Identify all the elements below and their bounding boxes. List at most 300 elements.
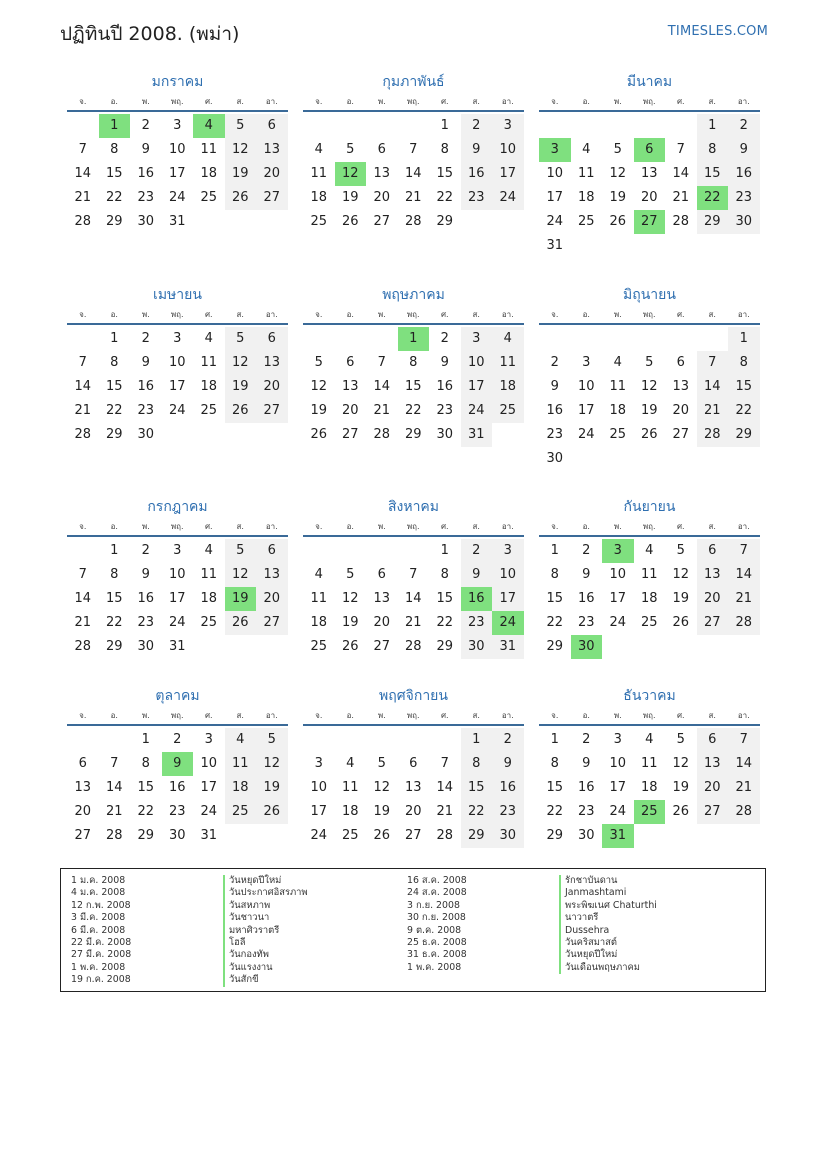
day-cell: 23 — [728, 186, 760, 210]
day-cell: 13 — [672, 379, 690, 394]
empty-day-cell — [634, 327, 666, 351]
day-cell: 29 — [546, 828, 564, 843]
day-cell: 12 — [310, 379, 328, 394]
week-row — [539, 234, 760, 258]
weekday-label: จ. — [315, 310, 323, 319]
day-cell: 14 — [373, 379, 391, 394]
day-cell: 11 — [310, 591, 328, 606]
week-row — [303, 399, 524, 423]
weekday-label: อา. — [501, 522, 514, 531]
empty-day-cell — [697, 327, 729, 351]
day-cell: 24 — [609, 804, 627, 819]
week-row — [539, 776, 760, 800]
day-cell: 25 — [200, 403, 218, 418]
day-cell: 23 — [492, 800, 524, 824]
holiday-name: วันหยุดปีใหม่ — [223, 875, 308, 887]
day-cell: 31 — [200, 828, 218, 843]
day-cell: 1 — [550, 543, 559, 558]
day-cell: 17 — [200, 780, 218, 795]
week-row — [67, 375, 288, 399]
empty-day-cell — [602, 635, 634, 659]
day-cell: 7 — [110, 756, 119, 771]
holiday-dates-col-2 — [407, 875, 467, 974]
empty-day-cell — [366, 728, 398, 752]
day-cell: 21 — [404, 615, 422, 630]
month-name: กันยายน — [623, 499, 676, 515]
day-cell: 11 — [200, 567, 218, 582]
weekday-label: อา. — [737, 310, 750, 319]
weekday-label: อ. — [110, 522, 118, 531]
weekday-label: ส. — [708, 310, 716, 319]
day-cell: 27 — [373, 639, 391, 654]
weekday-header — [539, 521, 760, 537]
holiday-date: 1 ม.ค. 2008 — [71, 875, 126, 886]
week-row — [303, 635, 524, 659]
weekday-label: อ. — [110, 97, 118, 106]
day-cell: 7 — [440, 756, 449, 771]
day-cell: 15 — [728, 375, 760, 399]
day-cell: 20 — [256, 375, 288, 399]
week-row — [303, 728, 524, 752]
day-cell: 15 — [697, 162, 729, 186]
day-cell: 26 — [672, 804, 690, 819]
day-cell: 30 — [436, 427, 454, 442]
day-cell: 22 — [697, 186, 729, 210]
day-cell: 27 — [341, 427, 359, 442]
day-cell: 8 — [110, 355, 119, 370]
weekday-label: ศ. — [676, 310, 685, 319]
week-row — [67, 539, 288, 563]
weekday-label: พฤ. — [642, 522, 656, 531]
empty-day-cell — [256, 824, 288, 848]
day-cell: 28 — [373, 427, 391, 442]
empty-day-cell — [697, 635, 729, 659]
holiday-date: 31 ธ.ค. 2008 — [407, 949, 467, 961]
month-name: มิถุนายน — [623, 287, 676, 303]
month-block — [303, 495, 524, 659]
empty-day-cell — [665, 327, 697, 351]
empty-day-cell — [665, 447, 697, 471]
day-cell: 7 — [676, 142, 685, 157]
empty-day-cell — [193, 210, 225, 234]
day-cell: 16 — [137, 166, 155, 181]
day-cell: 26 — [341, 639, 359, 654]
day-cell: 14 — [404, 166, 422, 181]
day-cell: 20 — [373, 615, 391, 630]
day-cell: 14 — [74, 591, 92, 606]
day-cell: 13 — [697, 563, 729, 587]
weekday-label: ส. — [236, 711, 244, 720]
day-cell: 17 — [168, 379, 186, 394]
empty-day-cell — [602, 234, 634, 258]
day-cell: 13 — [373, 166, 391, 181]
weekday-label: พ. — [377, 97, 386, 106]
day-cell: 21 — [697, 399, 729, 423]
weekday-label: อา. — [265, 310, 278, 319]
empty-day-cell — [728, 234, 760, 258]
day-cell: 17 — [310, 804, 328, 819]
day-cell: 8 — [110, 142, 119, 157]
day-cell: 10 — [492, 563, 524, 587]
weekday-label: พฤ. — [642, 97, 656, 106]
holiday-date: 30 ก.ย. 2008 — [407, 912, 466, 924]
empty-day-cell — [539, 114, 571, 138]
weekday-label: จ. — [79, 522, 87, 531]
month-block — [67, 684, 288, 848]
month-block — [539, 70, 760, 258]
day-cell: 28 — [74, 214, 92, 229]
weekday-label: อ. — [582, 711, 590, 720]
day-cell: 9 — [492, 752, 524, 776]
day-cell: 21 — [404, 190, 422, 205]
day-cell: 22 — [728, 399, 760, 423]
weekday-header — [539, 96, 760, 112]
day-cell: 31 — [168, 639, 186, 654]
holiday-name: วันชาวนา — [223, 912, 308, 924]
empty-day-cell — [398, 539, 430, 563]
day-cell: 19 — [225, 375, 257, 399]
weekday-label: อา. — [265, 711, 278, 720]
week-row — [539, 824, 760, 848]
weekday-label: ส. — [708, 97, 716, 106]
empty-day-cell — [303, 728, 335, 752]
weekday-label: อ. — [346, 522, 354, 531]
day-cell: 17 — [577, 403, 595, 418]
week-row — [539, 114, 760, 138]
day-cell: 6 — [78, 756, 87, 771]
day-cell: 9 — [141, 355, 150, 370]
day-cell: 17 — [461, 375, 493, 399]
month-block — [539, 684, 760, 848]
day-cell: 4 — [204, 331, 213, 346]
week-row — [67, 776, 288, 800]
week-row — [303, 611, 524, 635]
day-cell: 5 — [314, 355, 323, 370]
holiday-date: 25 ธ.ค. 2008 — [407, 937, 467, 949]
weekday-label: พ. — [141, 522, 150, 531]
day-cell: 4 — [582, 142, 591, 157]
day-cell: 25 — [341, 828, 359, 843]
day-cell: 15 — [137, 780, 155, 795]
day-cell: 29 — [105, 214, 123, 229]
day-cell: 13 — [373, 591, 391, 606]
empty-day-cell — [335, 539, 367, 563]
empty-day-cell — [461, 210, 493, 234]
day-cell: 25 — [640, 615, 658, 630]
day-cell: 14 — [728, 563, 760, 587]
day-cell: 4 — [346, 756, 355, 771]
day-cell: 4 — [225, 728, 257, 752]
day-cell: 17 — [168, 166, 186, 181]
day-cell: 26 — [256, 800, 288, 824]
day-cell: 23 — [168, 804, 186, 819]
week-row — [539, 399, 760, 423]
day-cell: 28 — [74, 639, 92, 654]
empty-day-cell — [602, 327, 634, 351]
week-row — [303, 423, 524, 447]
day-cell: 3 — [492, 114, 524, 138]
day-cell: 12 — [335, 162, 367, 186]
day-cell: 27 — [697, 800, 729, 824]
week-row — [303, 539, 524, 563]
day-cell: 21 — [74, 190, 92, 205]
holiday-dates-col-1 — [71, 875, 131, 987]
day-cell: 4 — [314, 142, 323, 157]
day-cell: 2 — [582, 543, 591, 558]
day-cell: 20 — [74, 804, 92, 819]
day-cell: 10 — [546, 166, 564, 181]
day-cell: 22 — [546, 615, 564, 630]
week-row — [67, 752, 288, 776]
month-block — [303, 283, 524, 447]
day-cell: 12 — [609, 166, 627, 181]
day-cell: 31 — [492, 635, 524, 659]
day-cell: 10 — [310, 780, 328, 795]
day-cell: 10 — [577, 379, 595, 394]
day-cell: 3 — [461, 327, 493, 351]
day-cell: 12 — [373, 780, 391, 795]
holiday-name: วันประกาศอิสรภาพ — [223, 887, 308, 899]
day-cell: 29 — [404, 427, 422, 442]
brand-link[interactable]: TIMESLES.COM — [667, 24, 768, 39]
weekday-label: อา. — [737, 522, 750, 531]
day-cell: 21 — [74, 615, 92, 630]
weekday-label: พฤ. — [642, 711, 656, 720]
day-cell: 10 — [200, 756, 218, 771]
day-cell: 3 — [539, 138, 571, 162]
month-name: พฤษภาคม — [382, 287, 445, 303]
day-cell: 11 — [310, 166, 328, 181]
empty-day-cell — [602, 114, 634, 138]
day-cell: 20 — [256, 587, 288, 611]
month-name: มกราคม — [151, 74, 204, 90]
day-cell: 23 — [137, 615, 155, 630]
day-cell: 27 — [256, 399, 288, 423]
empty-day-cell — [67, 728, 99, 752]
weekday-label: อ. — [110, 310, 118, 319]
day-cell: 11 — [609, 379, 627, 394]
day-cell: 14 — [728, 752, 760, 776]
day-cell: 8 — [110, 567, 119, 582]
day-cell: 4 — [645, 732, 654, 747]
day-cell: 13 — [74, 780, 92, 795]
day-cell: 19 — [256, 776, 288, 800]
day-cell: 19 — [609, 190, 627, 205]
day-cell: 18 — [310, 615, 328, 630]
day-cell: 5 — [613, 142, 622, 157]
day-cell: 9 — [728, 138, 760, 162]
day-cell: 20 — [672, 403, 690, 418]
weekday-label: อา. — [501, 97, 514, 106]
week-row — [303, 186, 524, 210]
week-row — [539, 587, 760, 611]
day-cell: 3 — [204, 732, 213, 747]
day-cell: 18 — [492, 375, 524, 399]
week-row — [303, 752, 524, 776]
empty-day-cell — [303, 327, 335, 351]
week-row — [303, 375, 524, 399]
day-cell: 4 — [314, 567, 323, 582]
day-cell: 30 — [571, 635, 603, 659]
day-cell: 13 — [256, 563, 288, 587]
day-cell: 25 — [492, 399, 524, 423]
weekday-label: ศ. — [440, 310, 449, 319]
holiday-name: รักชาบันดาน — [559, 875, 657, 887]
day-cell: 4 — [492, 327, 524, 351]
month-name: กุมภาพันธ์ — [382, 74, 445, 90]
day-cell: 27 — [373, 214, 391, 229]
day-cell: 29 — [461, 824, 493, 848]
day-cell: 28 — [728, 800, 760, 824]
weekday-label: พ. — [377, 711, 386, 720]
weekday-label: ศ. — [204, 97, 213, 106]
day-cell: 6 — [377, 142, 386, 157]
day-cell: 26 — [672, 615, 690, 630]
week-row — [67, 114, 288, 138]
month-block — [67, 70, 288, 234]
day-cell: 30 — [546, 451, 564, 466]
day-cell: 18 — [577, 190, 595, 205]
day-cell: 8 — [409, 355, 418, 370]
weekday-header — [67, 710, 288, 726]
day-cell: 9 — [550, 379, 559, 394]
month-name: พฤศจิกายน — [379, 688, 448, 704]
day-cell: 26 — [373, 828, 391, 843]
day-cell: 14 — [74, 379, 92, 394]
day-cell: 7 — [78, 355, 87, 370]
day-cell: 28 — [105, 828, 123, 843]
weekday-label: อา. — [501, 310, 514, 319]
weekday-label: จ. — [315, 97, 323, 106]
weekday-label: ศ. — [440, 522, 449, 531]
weekday-label: ส. — [236, 97, 244, 106]
day-cell: 3 — [173, 331, 182, 346]
week-row — [539, 539, 760, 563]
day-cell: 7 — [78, 567, 87, 582]
month-name: มีนาคม — [626, 74, 673, 90]
day-cell: 26 — [225, 186, 257, 210]
day-cell: 28 — [697, 423, 729, 447]
day-cell: 7 — [728, 539, 760, 563]
month-name: เมษายน — [153, 287, 202, 303]
empty-day-cell — [335, 114, 367, 138]
holiday-name: Janmashtami — [559, 887, 657, 899]
weekday-label: จ. — [79, 97, 87, 106]
weekday-label: พฤ. — [170, 310, 184, 319]
day-cell: 11 — [640, 567, 658, 582]
empty-day-cell — [225, 824, 257, 848]
weekday-header — [67, 521, 288, 537]
weekday-label: พ. — [613, 310, 622, 319]
day-cell: 12 — [225, 563, 257, 587]
empty-day-cell — [634, 447, 666, 471]
week-row — [67, 138, 288, 162]
day-cell: 1 — [697, 114, 729, 138]
week-row — [303, 800, 524, 824]
day-cell: 30 — [461, 635, 493, 659]
day-cell: 1 — [141, 732, 150, 747]
empty-day-cell — [602, 447, 634, 471]
day-cell: 2 — [141, 331, 150, 346]
page-title: ปฏิทินปี 2008. (พม่า) — [60, 23, 240, 45]
day-cell: 23 — [577, 804, 595, 819]
day-cell: 25 — [200, 190, 218, 205]
day-cell: 8 — [440, 567, 449, 582]
day-cell: 24 — [461, 399, 493, 423]
empty-day-cell — [225, 635, 257, 659]
week-row — [67, 210, 288, 234]
day-cell: 5 — [346, 567, 355, 582]
day-cell: 23 — [577, 615, 595, 630]
day-cell: 9 — [141, 142, 150, 157]
empty-day-cell — [366, 114, 398, 138]
day-cell: 5 — [676, 732, 685, 747]
day-cell: 16 — [492, 776, 524, 800]
day-cell: 8 — [728, 351, 760, 375]
day-cell: 21 — [436, 804, 454, 819]
day-cell: 20 — [373, 190, 391, 205]
day-cell: 7 — [409, 142, 418, 157]
empty-day-cell — [256, 635, 288, 659]
empty-day-cell — [634, 114, 666, 138]
empty-day-cell — [634, 234, 666, 258]
day-cell: 23 — [137, 190, 155, 205]
day-cell: 3 — [492, 539, 524, 563]
day-cell: 4 — [193, 114, 225, 138]
weekday-label: ส. — [472, 522, 480, 531]
empty-day-cell — [193, 635, 225, 659]
day-cell: 17 — [609, 780, 627, 795]
holiday-name: วันแรงงาน — [223, 962, 308, 974]
holiday-date: 3 มี.ค. 2008 — [71, 912, 126, 924]
day-cell: 5 — [225, 114, 257, 138]
day-cell: 9 — [461, 138, 493, 162]
day-cell: 8 — [550, 756, 559, 771]
day-cell: 26 — [341, 214, 359, 229]
day-cell: 9 — [440, 355, 449, 370]
day-cell: 24 — [609, 615, 627, 630]
day-cell: 14 — [672, 166, 690, 181]
day-cell: 11 — [225, 752, 257, 776]
day-cell: 2 — [440, 331, 449, 346]
week-row — [303, 210, 524, 234]
day-cell: 4 — [613, 355, 622, 370]
day-cell: 2 — [141, 118, 150, 133]
weekday-label: อา. — [265, 97, 278, 106]
day-cell: 16 — [577, 591, 595, 606]
day-cell: 22 — [105, 615, 123, 630]
weekday-label: พ. — [141, 711, 150, 720]
week-row — [539, 728, 760, 752]
day-cell: 20 — [697, 587, 729, 611]
day-cell: 19 — [225, 587, 257, 611]
day-cell: 24 — [492, 186, 524, 210]
day-cell: 19 — [341, 615, 359, 630]
day-cell: 25 — [225, 800, 257, 824]
day-cell: 20 — [404, 804, 422, 819]
day-cell: 20 — [697, 776, 729, 800]
empty-day-cell — [429, 728, 461, 752]
day-cell: 15 — [105, 379, 123, 394]
day-cell: 1 — [110, 331, 119, 346]
day-cell: 5 — [225, 327, 257, 351]
day-cell: 15 — [461, 776, 493, 800]
weekday-label: อ. — [582, 522, 590, 531]
weekday-header — [539, 710, 760, 726]
day-cell: 25 — [200, 615, 218, 630]
day-cell: 14 — [105, 780, 123, 795]
day-cell: 6 — [377, 567, 386, 582]
